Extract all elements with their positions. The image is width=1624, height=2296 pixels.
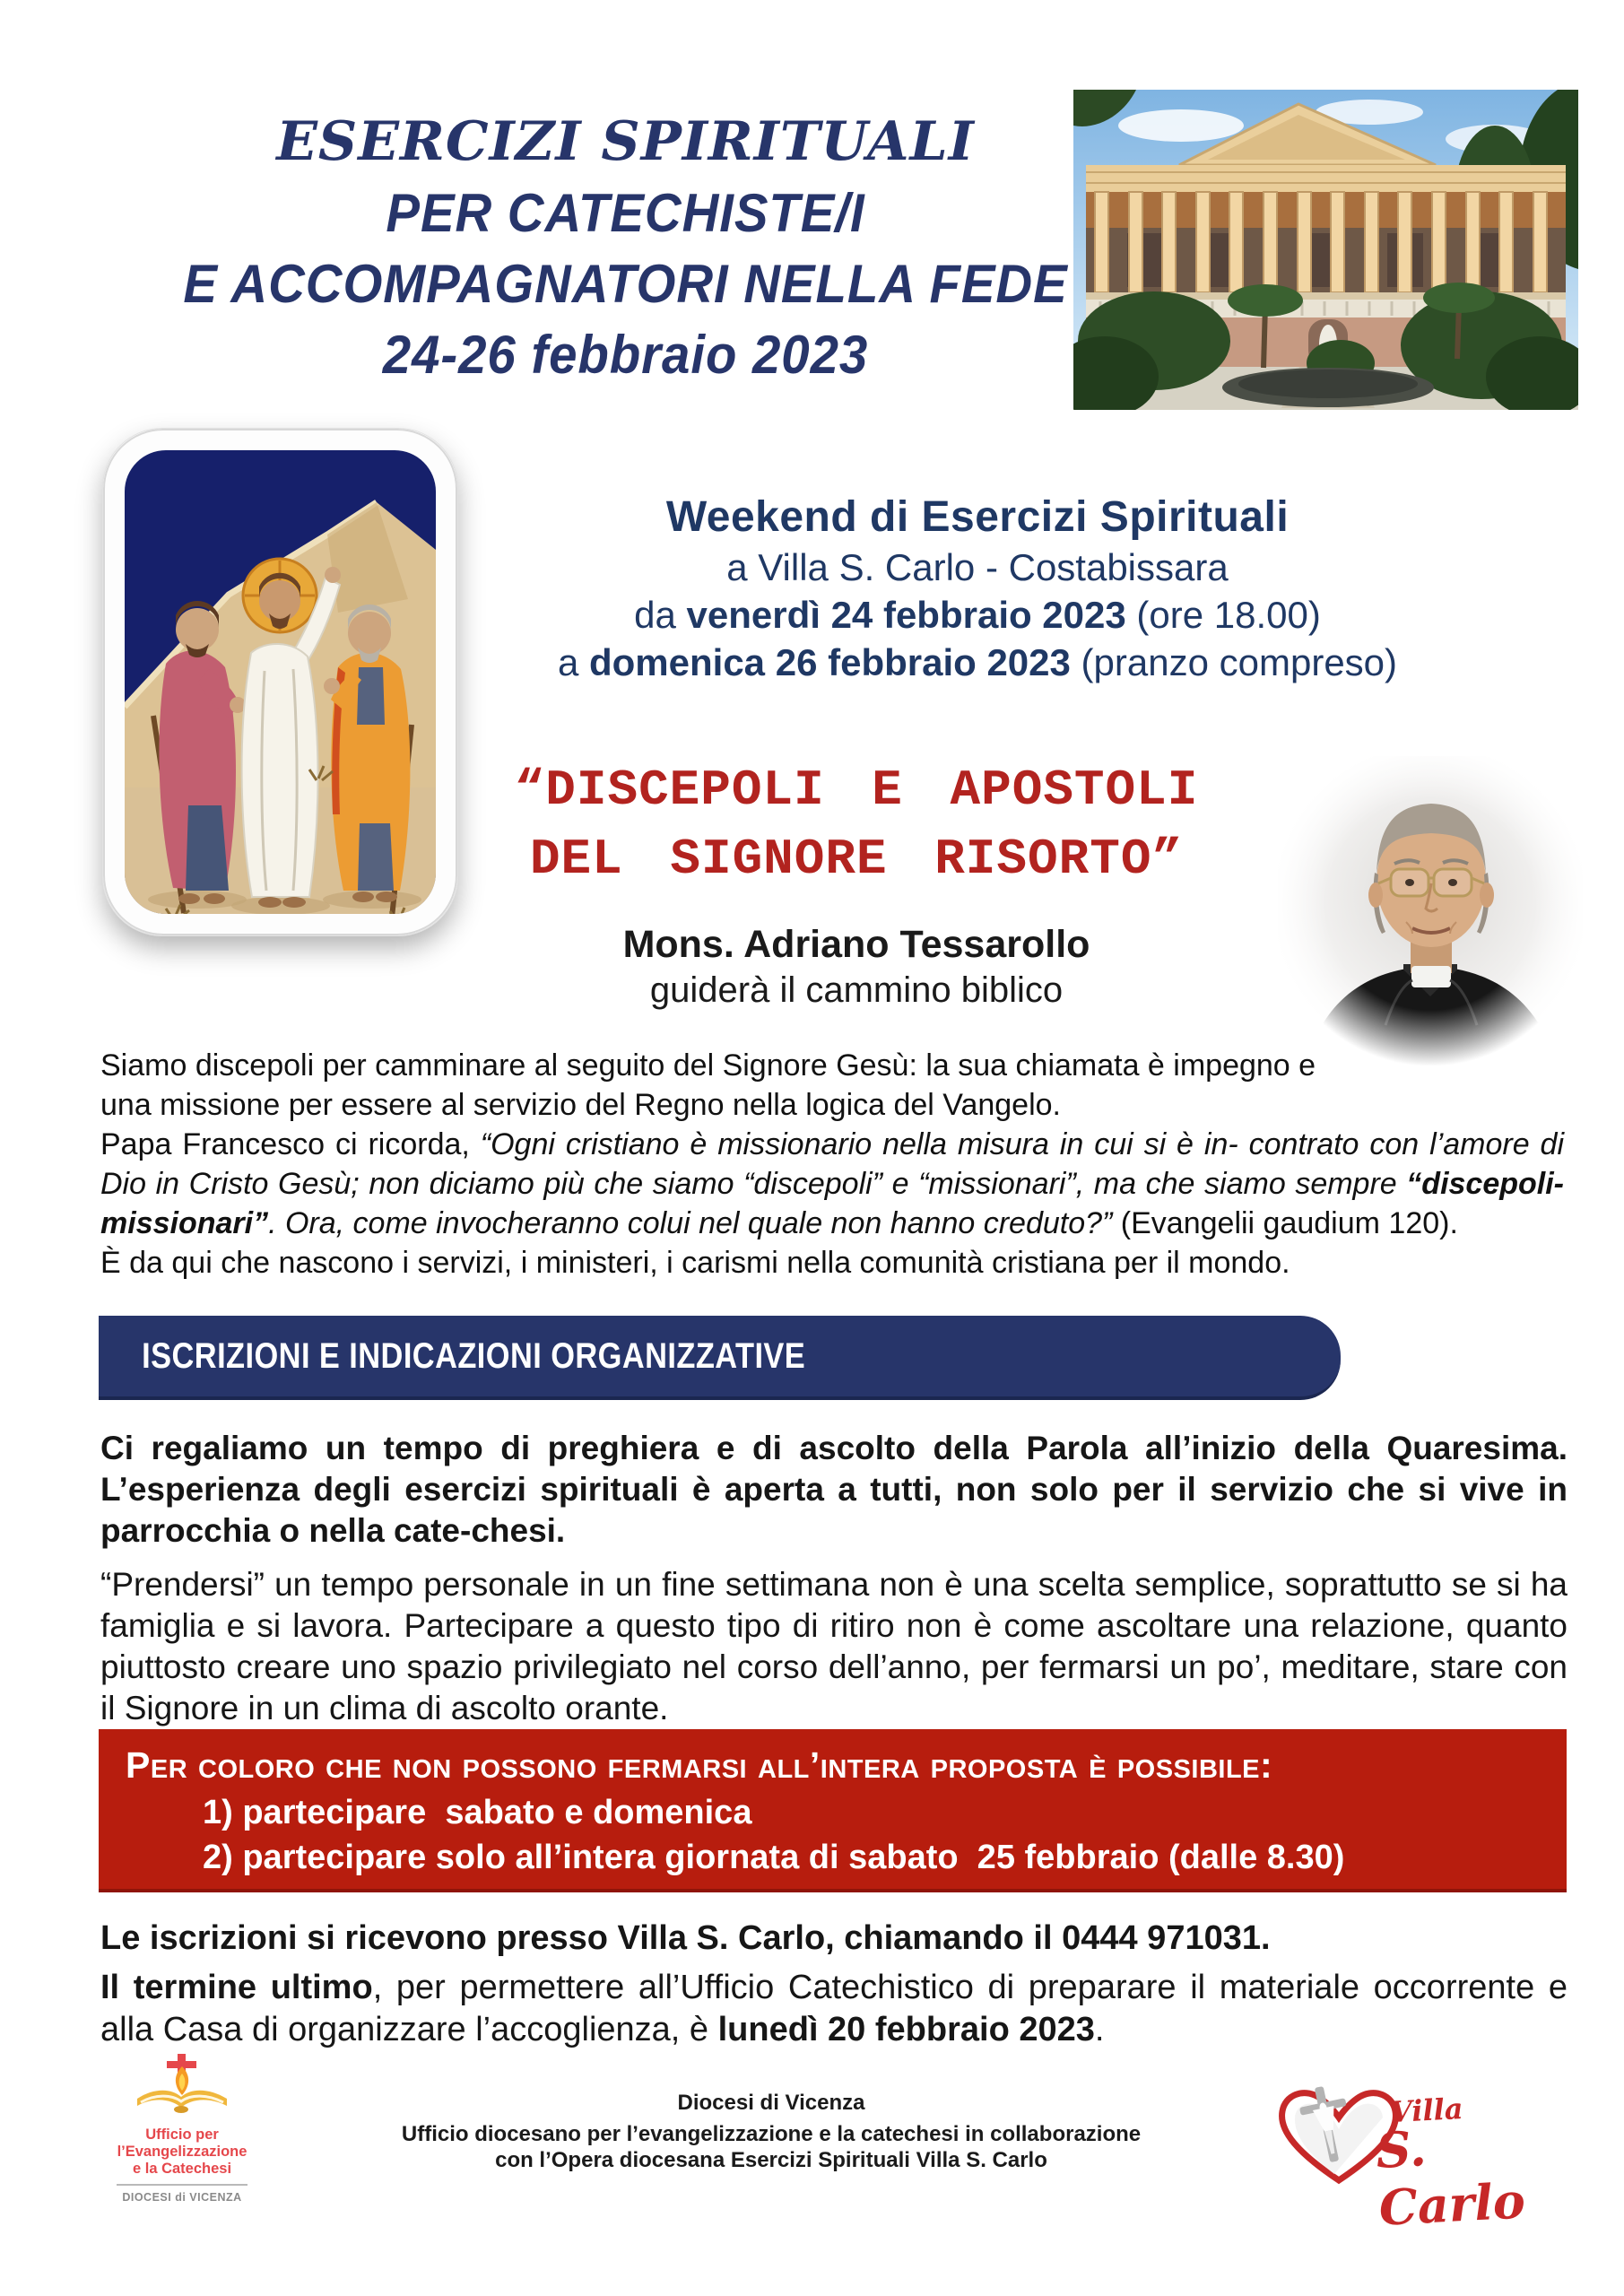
left-logo-subtitle: DIOCESI di VICENZA <box>122 2191 242 2204</box>
deadline-text: , per permettere all’Ufficio Catechistico di preparare il materiale occorrente e alla Casa di organizzare l’accoglienza, è <box>100 1969 1568 2048</box>
priest-portrait-photo <box>1278 756 1583 1065</box>
registration-line-1: Le iscrizioni si ricevono presso Villa S. Carlo, chiamando il 0444 971031. <box>100 1919 1271 1957</box>
intro-paragraph <box>100 1046 1564 1283</box>
body-paragraph-2: “Prendersi” un tempo personale in un fine settimana non è una scelta semplice, soprattutto se si ha famiglia e si lavora. Partecipare a questo tipo di ritiro non è come ascoltare una relazione, quanto piuttosto creare uno spazio privilegiato nel corso dell’anno, per fermarsi un po’, meditare, stare con il Signore in un clima di ascolto orante. <box>100 1566 1568 1726</box>
theme-block <box>421 756 1291 1013</box>
title-line-2: PER CATECHISTE/I <box>386 183 865 243</box>
options-box <box>99 1729 1567 1892</box>
event-date-to <box>386 639 1569 686</box>
footer-center-line2: Ufficio diocesano per l’evangelizzazione e la catechesi in collaborazione <box>401 2122 1142 2146</box>
villa-s-carlo-logo <box>1272 2077 1581 2237</box>
event-date-from <box>386 591 1569 639</box>
left-logo-title-line1: Ufficio per l’Evangelizzazione <box>117 2126 248 2160</box>
villa-s-carlo-photo <box>1073 90 1578 410</box>
villa-logo-text-line2: S. Carlo <box>1374 2119 1527 2237</box>
book-cross-flame-icon <box>128 2052 236 2122</box>
intro-line-1: Siamo discepoli per camminare al seguito del Signore Gesù: la sua chiamata è impegno e <box>100 1048 1316 1083</box>
registration-block <box>100 1918 1568 2051</box>
deadline-bold: Il termine ultimo <box>100 1969 373 2006</box>
options-heading: Per coloro che non possono fermarsi all’intera proposta è possibile: <box>126 1744 1273 1786</box>
quote-bold: “discepoli-missionari” <box>100 1167 1564 1240</box>
event-to-prefix: a <box>557 641 589 683</box>
header-title-block <box>81 106 1170 390</box>
event-details-block <box>386 491 1569 686</box>
event-to-date: domenica 26 febbraio 2023 <box>588 641 1071 683</box>
registration-deadline <box>100 1967 1568 2051</box>
intro-line-2: una missione per essere al servizio del Regno nella logica del Vangelo. <box>100 1088 1061 1122</box>
option-item-1: 1) partecipare sabato e domenica <box>203 1794 752 1831</box>
iscrizioni-banner-label: ISCRIZIONI E INDICAZIONI ORGANIZZATIVE <box>142 1336 806 1376</box>
footer-center-line1: Diocesi di Vicenza <box>677 2091 865 2115</box>
quote-lead: Papa Francesco ci ricorda, <box>100 1127 481 1161</box>
villa-logo-text-line1: Villa <box>1389 2091 1464 2130</box>
left-logo-title-line2: e la Catechesi <box>132 2161 232 2177</box>
left-logo-divider <box>117 2184 248 2186</box>
event-heading: Weekend di Esercizi Spirituali <box>665 493 1290 541</box>
quote-tail: . Ora, come invocheranno colui nel quale non hanno creduto?” <box>268 1206 1113 1240</box>
deadline-date: lunedì 20 febbraio 2023 <box>717 2011 1095 2048</box>
title-line-1: ESERCIZI SPIRITUALI <box>276 110 975 173</box>
body-paragraph-bold: Ci regaliamo un tempo di preghiera e di ascolto della Parola all’inizio della Quaresima. L’esperienza degli esercizi spirituali è aperta a tutti, non solo per il servizio che si vive in parrocchia o nella cate-chesi. <box>100 1430 1568 1549</box>
speaker-role: guiderà il cammino biblico <box>649 970 1064 1010</box>
title-line-4: 24-26 febbraio 2023 <box>382 325 869 385</box>
event-to-suffix: (pranzo compreso) <box>1070 641 1398 683</box>
theme-heading-line1: “DISCEPOLI E APOSTOLI <box>514 761 1199 819</box>
evangelization-office-logo <box>106 2052 258 2204</box>
intro-closing: È da qui che nascono i servizi, i ministeri, i carismi nella comunità cristiana per il mondo. <box>100 1246 1290 1280</box>
title-line-3: E ACCOMPAGNATORI NELLA FEDE <box>183 254 1068 314</box>
iscrizioni-banner <box>99 1316 1341 1400</box>
theme-heading-line2: DEL SIGNORE RISORTO” <box>529 831 1184 888</box>
body-text-block <box>100 1428 1568 1729</box>
option-item-2: 2) partecipare solo all’intera giornata di sabato 25 febbraio (dalle 8.30) <box>203 1839 1345 1876</box>
footer-center-line3: con l’Opera diocesana Esercizi Spirituali Villa S. Carlo <box>495 2148 1047 2172</box>
event-location: a Villa S. Carlo - Costabissara <box>726 546 1229 588</box>
speaker-name: Mons. Adriano Tessarollo <box>622 923 1090 966</box>
intro-quote-paragraph <box>100 1125 1564 1243</box>
event-from-prefix: da <box>634 594 687 636</box>
footer-center-text <box>386 2090 1157 2173</box>
quote-italic: “Ogni cristiano è missionario nella misura in cui si è in- contrato con l’amore di Dio in Cristo Gesù; non diciamo più che siamo “discepoli” e “missionari”, ma che siamo sempre <box>100 1127 1565 1201</box>
event-from-date: venerdì 24 febbraio 2023 <box>686 594 1126 636</box>
deadline-end: . <box>1094 2011 1105 2048</box>
quote-cite: (Evangelii gaudium 120). <box>1112 1206 1458 1240</box>
event-from-suffix: (ore 18.00) <box>1125 594 1321 636</box>
